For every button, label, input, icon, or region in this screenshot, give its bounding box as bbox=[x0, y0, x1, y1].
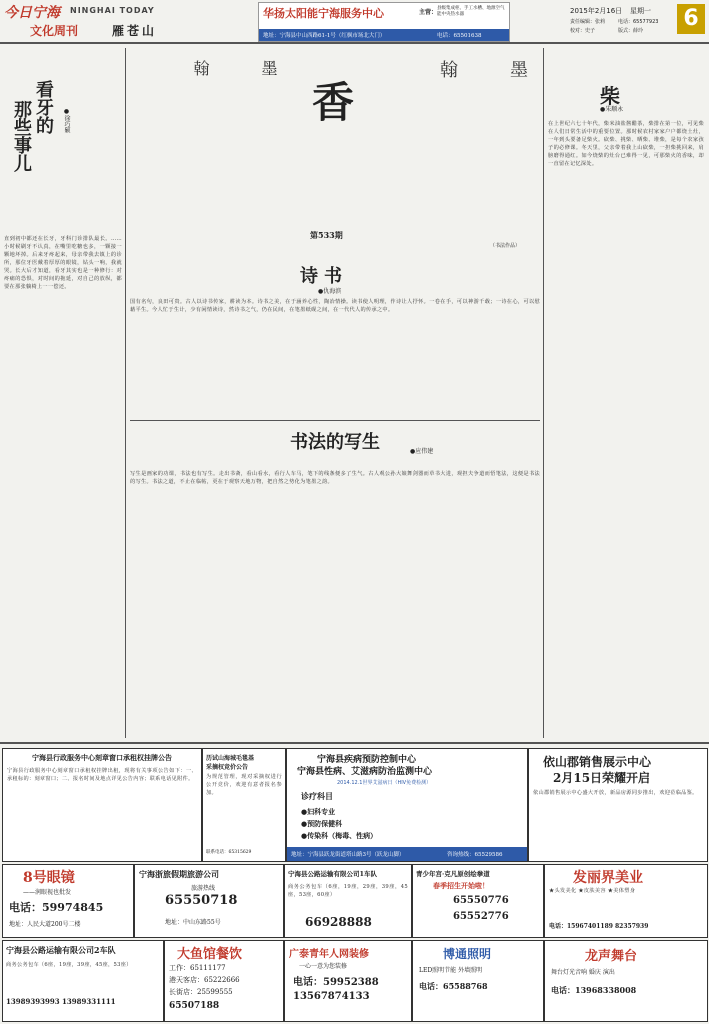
transport1-title: 宁海县公路运输有限公司1车队 bbox=[288, 870, 378, 878]
fish-phone3: 长街店：25599555 bbox=[169, 988, 233, 996]
aids-ad bbox=[286, 748, 528, 862]
issue-weekday: 星期一 bbox=[630, 7, 651, 15]
teeth-title-line1: 看牙的 bbox=[33, 80, 54, 134]
masthead-ad bbox=[258, 2, 510, 42]
masthead-ad-title: 华扬太阳能宁海服务中心 bbox=[263, 7, 384, 20]
glasses-phone: 电话：59974845 bbox=[9, 901, 104, 914]
teeth-author: ●徐巧颖 bbox=[63, 108, 70, 133]
poem-title: 诗书 bbox=[300, 266, 348, 287]
supplement-title: 文化周刊 bbox=[30, 24, 79, 38]
dragon-phone: 电话：13968338008 bbox=[551, 985, 637, 995]
masthead-rule bbox=[0, 42, 709, 44]
travel-ad bbox=[134, 864, 284, 938]
proofreader: 校对：史子 bbox=[570, 28, 596, 34]
aids-world-day: 2014.12.1世界艾滋病日（HIV免费检测） bbox=[337, 780, 432, 786]
calligraphy-work-1 bbox=[140, 60, 210, 240]
masthead bbox=[0, 0, 709, 42]
lighting-ad bbox=[412, 940, 544, 1022]
travel-sub: 旅游热线 bbox=[191, 885, 216, 892]
logo-en: NINGHAI TODAY bbox=[70, 6, 155, 15]
fish-phone2: 港天客店：65222666 bbox=[169, 976, 240, 984]
opening-body: 依山郡销售展示中心盛大开放，新品房源同步推出，欢迎莅临品鉴。 bbox=[533, 790, 698, 796]
hair-items: ★头发美化 ★皮肤美容 ★美体塑身 bbox=[549, 888, 636, 894]
youth-slogan: 春季招生开始啦！ bbox=[433, 881, 489, 890]
aids-section: 诊疗科目 bbox=[301, 791, 333, 801]
transport2-title: 宁海县公路运输有限公司2车队 bbox=[6, 945, 116, 955]
bid-notice-title: 宁海县行政服务中心刻章窗口承租权挂牌公告 bbox=[32, 753, 172, 762]
decoration-phone: 电话：59952388 bbox=[293, 977, 379, 988]
hair-phone: 电话：15967401189 82357939 bbox=[549, 923, 649, 930]
page-number: 6 bbox=[677, 4, 705, 34]
col-divider-1 bbox=[125, 48, 126, 738]
transport2-sub: 商务公务包车（6座，19座，39座，45座，53座） bbox=[6, 962, 132, 968]
glasses-title: 8号眼镜 bbox=[23, 870, 75, 886]
lighting-sub: LED照明节能 外墙照明 bbox=[419, 967, 483, 974]
transport1-sub: 商务公务包车（6座，19座，29座，39座，45座，53座，60座） bbox=[288, 884, 408, 898]
calligraphy-work-3 bbox=[400, 60, 460, 240]
calligraphy-char-c: 翰 bbox=[437, 60, 458, 84]
calligraphy-center-char: 香 bbox=[306, 80, 355, 122]
rule-mid bbox=[130, 420, 540, 421]
firewood-title: 柴 bbox=[600, 84, 620, 108]
picking-notice-body: 为规范管理，现对采摘权进行公开竞价，欢迎有意者报名参加。 bbox=[206, 774, 282, 796]
youth-phone1: 65550776 bbox=[453, 895, 509, 906]
calligraphy-area bbox=[130, 50, 540, 255]
calligraphy-char-b: 墨 bbox=[259, 60, 278, 84]
youth-phone2: 65552776 bbox=[453, 911, 509, 922]
col-divider-2 bbox=[543, 48, 544, 738]
firewood-body: 在上世纪六七十年代，柴米油盐酱醋茶，柴排在第一位，可见柴在人们日常生活中的重要位置。那时候农村家家户户都烧土灶，一年到头要备足柴火。砍柴、挑柴、晒柴、堆柴，是每个农家孩子的必修课。冬天里，父亲带着我上山砍柴，一担柴挑回来，肩膀磨得通红。如今烧柴的灶台已难得一见，可那柴火的香味，却一直留在记忆深处。 bbox=[548, 121, 704, 167]
picking-notice-subtitle: 采摘权竞价公告 bbox=[206, 764, 249, 771]
aids-item-3: ●传染科（梅毒、性病） bbox=[301, 831, 378, 840]
travel-address: 地址：中山东路55号 bbox=[165, 919, 221, 926]
masthead-ad-phone: 电话：65501638 bbox=[437, 33, 482, 39]
hair-title: 发丽界美业 bbox=[573, 870, 643, 886]
calligraphy-work-4 bbox=[470, 60, 530, 240]
travel-phone: 65550718 bbox=[165, 893, 238, 908]
fish-phone1: 工作：65111177 bbox=[169, 964, 226, 972]
aids-address: 地址：宁海县跃龙街道塔山路3号（跃龙山脚） bbox=[291, 852, 405, 858]
issue-number: 第533期 bbox=[310, 230, 343, 240]
calligraphy-work-2 bbox=[220, 60, 280, 240]
section-title: 雁苍山 bbox=[112, 24, 158, 38]
picking-notice-title: 历试山海城毛毯基 bbox=[206, 755, 255, 762]
teeth-article-title2 bbox=[8, 100, 34, 240]
hair-ad bbox=[544, 864, 708, 938]
decoration-title: 广泰青年人网装修 bbox=[289, 949, 369, 960]
glasses-slogan: ——润眼视也批发 bbox=[23, 889, 72, 896]
aids-title2: 宁海县性病、艾滋病防治监测中心 bbox=[297, 767, 433, 777]
opening-title1: 依山郡销售展示中心 bbox=[543, 755, 652, 769]
editor: 责任编辑：张莉 bbox=[570, 19, 606, 25]
picking-notice-ad bbox=[202, 748, 286, 862]
fish-ad bbox=[164, 940, 284, 1022]
decoration-phone2: 13567874133 bbox=[293, 991, 370, 1002]
calligraphy-caption: （书法作品） bbox=[490, 243, 521, 249]
calligraphy-char-d: 墨 bbox=[507, 60, 528, 84]
lighting-title: 博通照明 bbox=[443, 947, 492, 961]
fish-phone4: 65507188 bbox=[169, 1001, 220, 1011]
teeth-body: 直到初中都还在长牙，牙科门诊排队最长。……小时候刷牙不认真，在嘴里吃糖也多，一颗接一颗地坏掉。后来牙疼起来，母亲带我去镇上的诊所，那位牙医戴着厚厚的眼镜，钻头一响，我就哭。长大后才知道，看牙其实也是一种修行：对疼痛的恐惧，对时间的拖延，对自己的放纵，都要在那张躺椅上一一偿还。 bbox=[4, 236, 122, 290]
lighting-phone: 电话：65588768 bbox=[419, 981, 488, 991]
opening-ad bbox=[528, 748, 708, 862]
dragon-title: 龙声舞台 bbox=[585, 949, 638, 964]
dragon-ad bbox=[544, 940, 708, 1022]
decoration-ad bbox=[284, 940, 412, 1022]
issue-date: 2015年2月16日 bbox=[570, 7, 623, 15]
picking-notice-phone: 联系电话：65315629 bbox=[206, 850, 252, 855]
masthead-ad-side: 主营： bbox=[419, 9, 438, 16]
calligraphy-char-a: 翰 bbox=[191, 60, 210, 82]
aids-consult: 咨询热线：65529586 bbox=[447, 852, 503, 858]
glasses-ad bbox=[2, 864, 134, 938]
firewood-author: ●朱顺永 bbox=[600, 106, 624, 113]
sketch-body: 写生是画家的功课，书法也有写生。走出书斋，看山看水，看行人车马，笔下的线条便多了生气。古人观公孙大娘舞剑器而草书大进，观担夫争道而悟笔法，这便是书法的写生。书法之道，不止在临帖，更在于观察天地万物，把自然之势化为笔墨之韵。 bbox=[130, 471, 540, 485]
glasses-address: 地址：人民大道200号二楼 bbox=[9, 921, 81, 928]
travel-title: 宁海浙旅假期旅游公司 bbox=[139, 869, 219, 879]
transport2-ad bbox=[2, 940, 164, 1022]
aids-item-1: ●妇科专业 bbox=[301, 807, 336, 816]
teeth-title-line2: 那些事儿 bbox=[11, 100, 32, 172]
calligraphy-center bbox=[280, 70, 370, 250]
masthead-ad-items: 县级集成柜、手工水槽、地源空气能中央热水器 bbox=[437, 6, 505, 17]
aids-item-2: ●预防保健科 bbox=[301, 819, 343, 828]
poem-author: ●仇海滨 bbox=[318, 288, 342, 295]
bid-notice-body: 宁海县行政服务中心刻章窗口承租权挂牌出租，现将有关事项公告如下：一、承租标的：刻章窗口；二、报名时间及地点详见公告内容；联系电话见附件。 bbox=[7, 768, 197, 782]
opening-title2: 2月15日荣耀开启 bbox=[553, 771, 651, 785]
dragon-sub: 舞台灯光音响 婚庆 演出 bbox=[551, 969, 615, 976]
fish-title: 大鱼馆餐饮 bbox=[177, 947, 243, 962]
transport1-ad bbox=[284, 864, 412, 938]
aids-title1: 宁海县疾病预防控制中心 bbox=[317, 755, 417, 765]
designer: 版式：薛玲 bbox=[618, 28, 644, 34]
transport1-phone: 66928888 bbox=[305, 915, 372, 929]
decoration-slogan: 一心一意为您装修 bbox=[299, 963, 348, 970]
bid-notice-ad bbox=[2, 748, 202, 862]
poem-body: 国有名句，良田可贵。古人以诗书传家，耕读为本。诗书之美，在于涵养心性，陶冶情操。读书使人明理，作诗让人抒怀。一卷在手，可以神游千载；一诗在心，可以慰藉平生。今人忙于生计，少有闲情读诗，然诗书之气，仍在民间，在笔墨纸砚之间，在一代代人的传承之中。 bbox=[130, 299, 540, 313]
youth-title: 青少年宫·克凡原创绘拳道 bbox=[416, 870, 490, 878]
logo-cn: 今日宁海 bbox=[4, 5, 60, 21]
youth-ad bbox=[412, 864, 544, 938]
sketch-author: ●应伟建 bbox=[410, 448, 434, 455]
transport2-phone: 13989393993 13989331111 bbox=[6, 997, 116, 1006]
editor-phone: 电话：65577923 bbox=[618, 19, 659, 25]
ads-rule bbox=[0, 742, 709, 744]
masthead-ad-address: 地址：宁海县中山西路61-1号（红枫市场北大门） bbox=[263, 33, 386, 39]
sketch-title: 书法的写生 bbox=[290, 432, 380, 453]
